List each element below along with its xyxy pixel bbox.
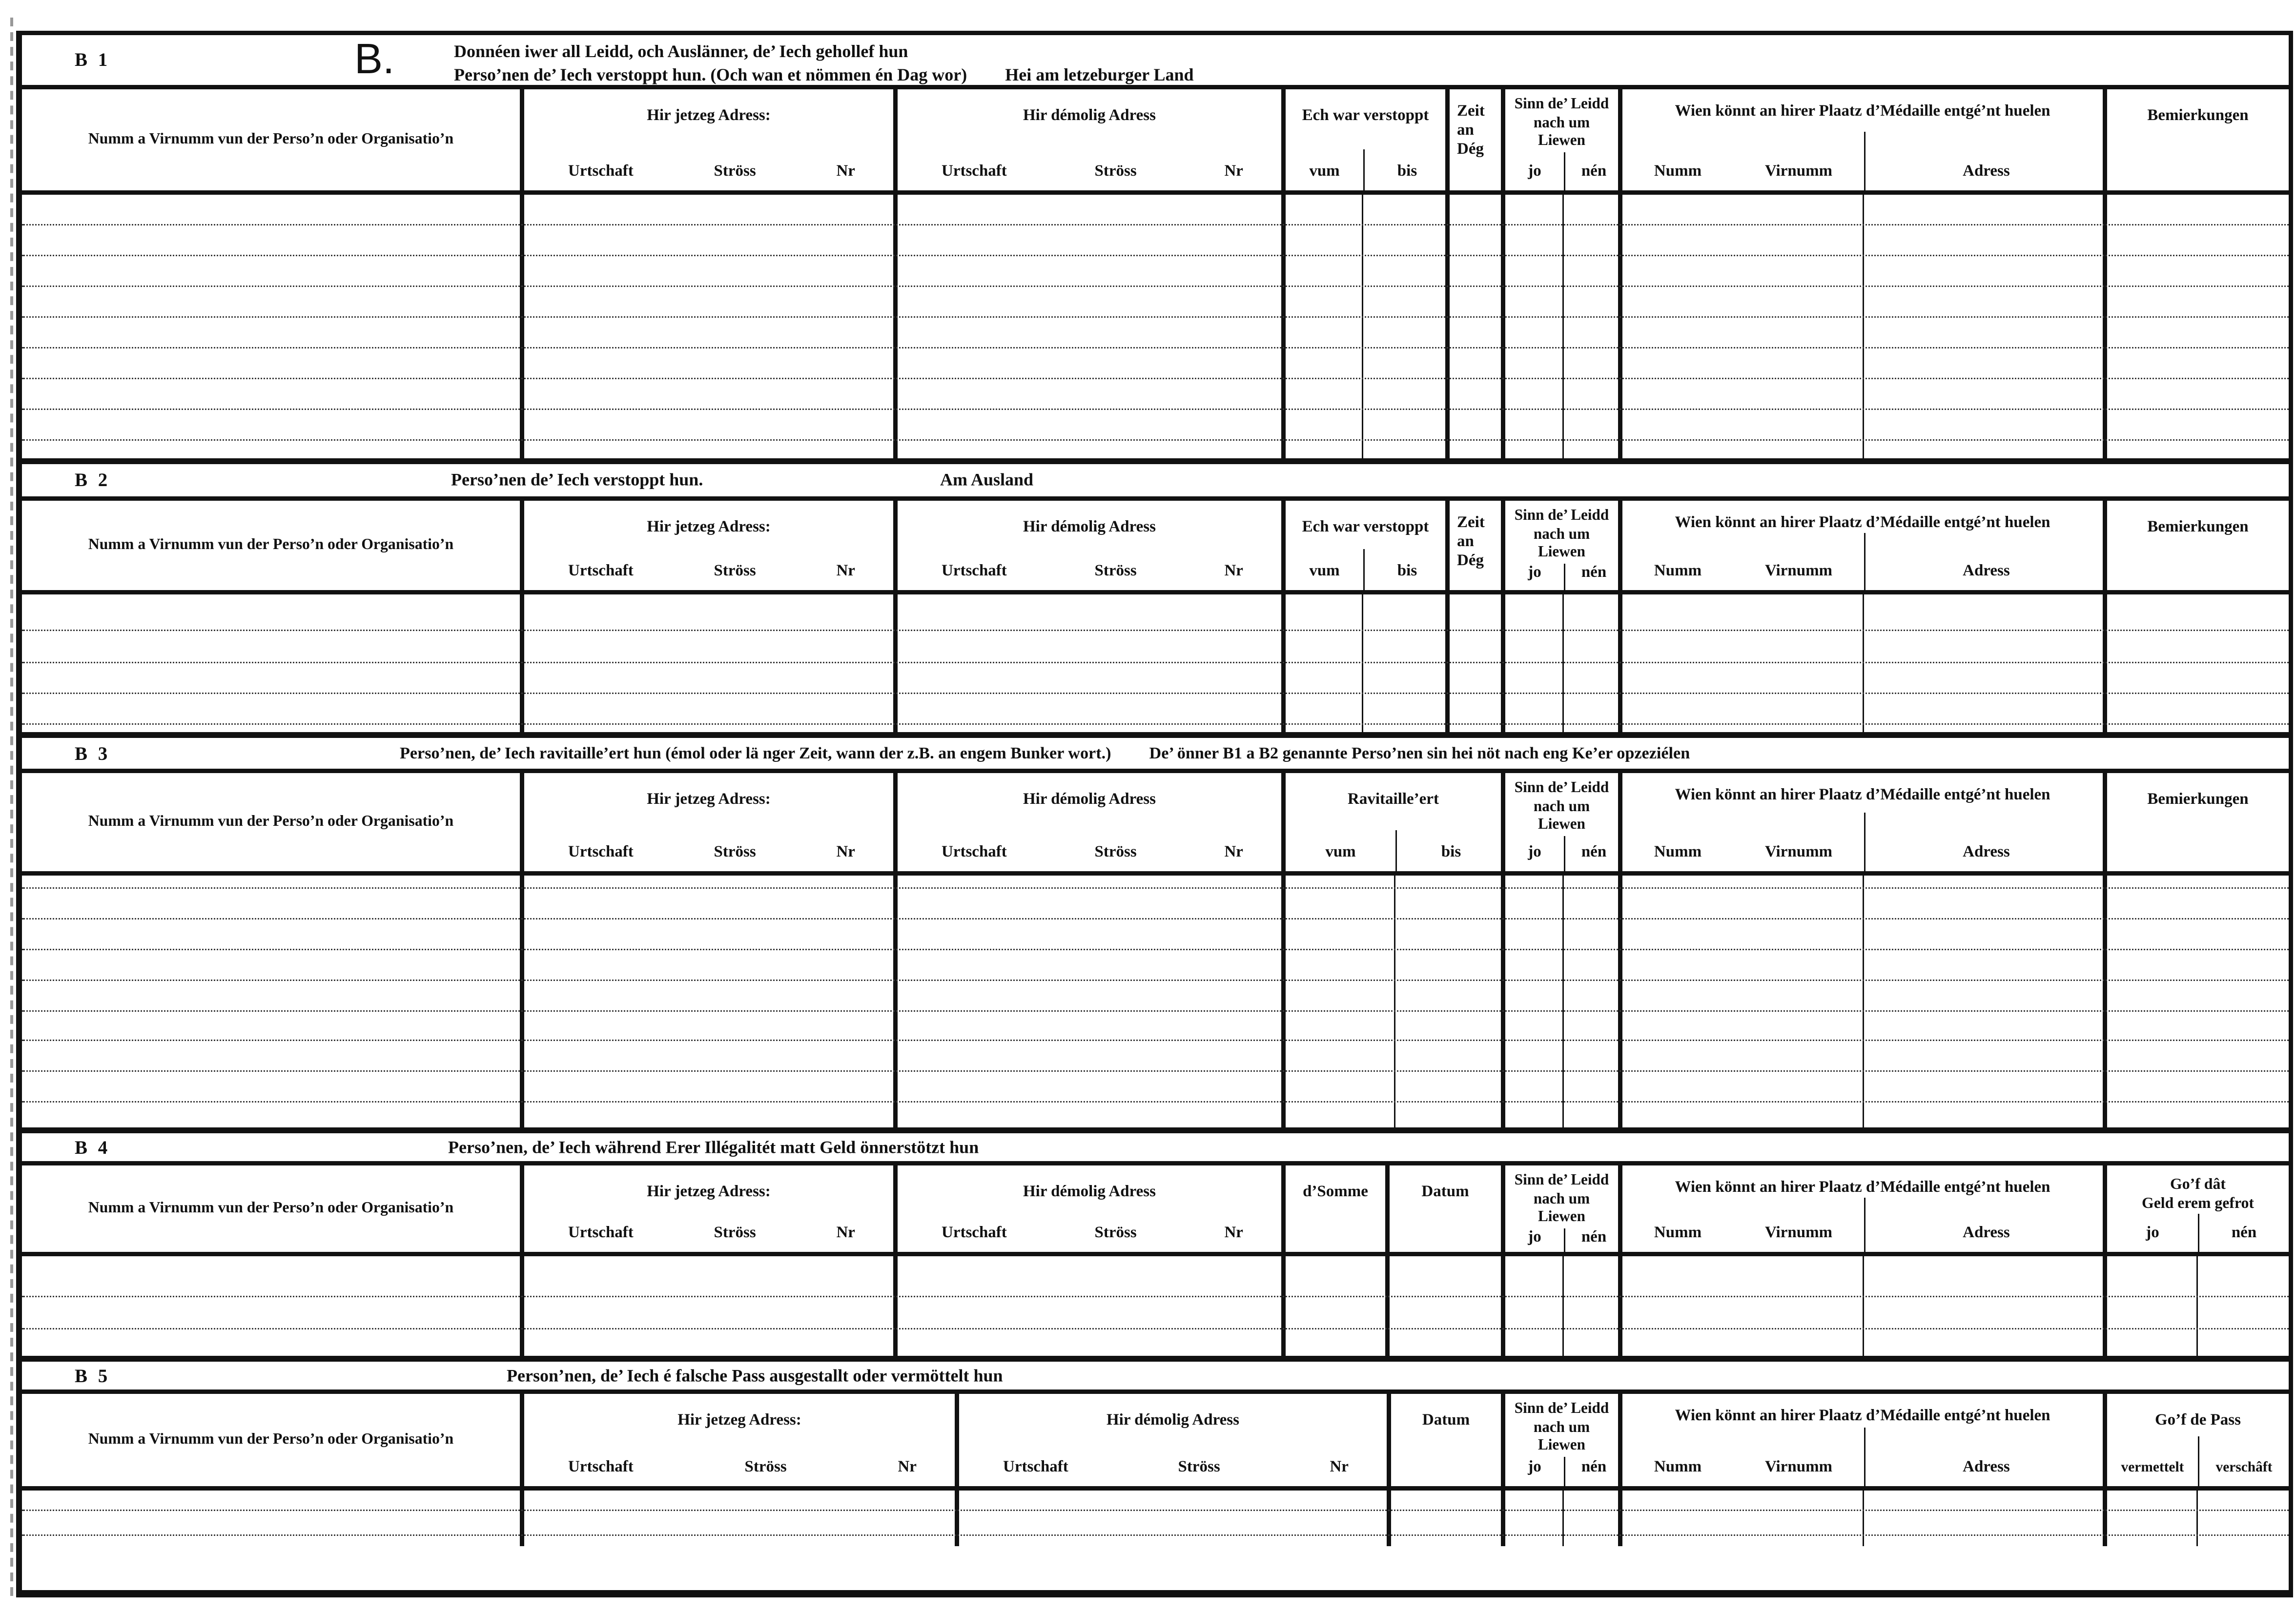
supplied-period-subcolumns	[1286, 830, 1501, 871]
col-name-org-label: Numm a Virnumm vun der Perso’n oder Organisatio’n	[88, 132, 454, 148]
urtschaft-label: Urtschaft	[568, 843, 634, 861]
col-datum	[1391, 1394, 1505, 1486]
body-cell	[1564, 195, 1622, 458]
jo-label: jo	[1528, 163, 1541, 180]
medal-subcolumns	[1622, 813, 2103, 871]
body-cell	[1564, 1491, 1622, 1546]
col-former-address	[898, 773, 1286, 871]
nen-label: nén	[1564, 1456, 1622, 1487]
body-cell	[1622, 876, 1864, 1127]
still-alive-label: Sinn de’ Leidd nach um Liewen	[1514, 1173, 1609, 1226]
col-name-org-label: Numm a Virnumm vun der Perso’n oder Organisatio’n	[88, 537, 454, 553]
numm-label: Numm	[1654, 163, 1702, 180]
jo-label: jo	[1528, 843, 1541, 861]
vum-label: vum	[1309, 562, 1340, 580]
still-alive-subcolumns	[1505, 152, 1618, 191]
col-money-reclaimed	[2107, 1165, 2289, 1252]
former-address-label: Hir démolig Adress	[1023, 791, 1156, 808]
stross-label: Ströss	[714, 1224, 756, 1242]
virnumm-label: Virnumm	[1764, 562, 1833, 580]
section-b5-body	[22, 1491, 2289, 1546]
pass-provided-subcolumns	[2107, 1436, 2289, 1486]
col-remarks	[2107, 89, 2289, 190]
current-address-label: Hir jetzeg Adress:	[647, 791, 771, 808]
urtschaft-label: Urtschaft	[568, 1458, 634, 1476]
address-subcolumns	[524, 562, 893, 590]
col-name-org-label: Numm a Virnumm vun der Perso’n oder Organisatio’n	[88, 1201, 454, 1217]
nr-label: Nr	[1224, 163, 1243, 180]
section-b1-title-line2	[454, 63, 1194, 86]
row-rule	[22, 347, 2289, 348]
body-cell	[524, 1256, 898, 1356]
section-b4-id: B 4	[75, 1135, 111, 1158]
col-datum	[1390, 1165, 1505, 1252]
body-cell	[1564, 1256, 1622, 1356]
row-rule	[22, 409, 2289, 410]
stross-label: Ströss	[744, 1458, 787, 1476]
urtschaft-label: Urtschaft	[942, 163, 1007, 180]
body-cell	[1363, 195, 1450, 458]
col-pass-provided	[2107, 1394, 2289, 1486]
body-cell	[1390, 1256, 1505, 1356]
body-cell	[2198, 1491, 2289, 1546]
still-alive-subcolumns	[1505, 1456, 1618, 1487]
row-rule	[22, 1534, 2289, 1536]
hidden-period-label: Ech war verstoppt	[1302, 107, 1429, 124]
still-alive-subcolumns	[1505, 563, 1618, 591]
col-medal-recipient	[1622, 1394, 2107, 1486]
row-rule	[22, 723, 2289, 725]
virnumm-label: Virnumm	[1764, 1224, 1833, 1242]
body-cell	[1286, 876, 1395, 1127]
numm-label: Numm	[1654, 1224, 1702, 1242]
stross-label: Ströss	[1094, 562, 1137, 580]
row-rule	[22, 949, 2289, 950]
stross-label: Ströss	[1094, 1224, 1137, 1242]
current-address-label: Hir jetzeg Adress:	[647, 1183, 771, 1201]
zeit-label-line1: Zeit	[1457, 514, 1485, 531]
address-subcolumns	[898, 1224, 1281, 1252]
adress-label: Adress	[1864, 1428, 2107, 1486]
col-name-org-label: Numm a Virnumm vun der Perso’n oder Organisatio’n	[88, 1432, 454, 1448]
nr-label: Nr	[1224, 843, 1243, 861]
medal-recipient-label: Wien könnt an hirer Plaatz d’Médaille entgé’nt huelen	[1675, 786, 2050, 804]
row-rule	[22, 224, 2289, 225]
body-cell	[1395, 876, 1505, 1127]
body-cell	[22, 594, 524, 732]
former-address-label: Hir démolig Adress	[1023, 107, 1156, 124]
page-fold-line	[10, 18, 13, 1596]
datum-label: Datum	[1421, 1183, 1469, 1201]
row-rule	[22, 887, 2289, 889]
col-supplied-period	[1286, 773, 1505, 871]
urtschaft-label: Urtschaft	[568, 163, 634, 180]
body-cell	[1505, 195, 1564, 458]
body-cell	[1286, 1256, 1390, 1356]
nr-label: Nr	[836, 163, 855, 180]
col-current-address	[524, 773, 898, 871]
urtschaft-label: Urtschaft	[942, 1224, 1007, 1242]
money-reclaimed-line1: Go’f dât	[2170, 1177, 2226, 1193]
body-cell	[1864, 1256, 2107, 1356]
body-cell	[1622, 594, 1864, 732]
medal-name-subcolumns	[1622, 813, 1864, 871]
col-still-alive	[1505, 1394, 1622, 1486]
nr-label: Nr	[836, 1224, 855, 1242]
body-cell	[1564, 594, 1622, 732]
body-cell	[1622, 1256, 1864, 1356]
col-name-org	[22, 1394, 524, 1486]
medal-name-subcolumns	[1622, 1428, 1864, 1486]
datum-label: Datum	[1422, 1411, 1470, 1429]
col-still-alive	[1505, 89, 1622, 190]
medal-subcolumns	[1622, 533, 2103, 590]
nen-label: nén	[1564, 1228, 1622, 1252]
remarks-label: Bemierkungen	[2147, 791, 2249, 808]
hidden-period-subcolumns	[1286, 549, 1445, 590]
section-b3-title-part2: De’ önner B1 a B2 genannte Perso’nen sin hei nöt nach eng Ke’er opzeziélen	[1149, 744, 1690, 762]
body-cell	[2107, 594, 2289, 732]
vum-label: vum	[1325, 843, 1356, 861]
address-subcolumns	[898, 562, 1281, 590]
col-name-org	[22, 773, 524, 871]
money-reclaimed-subcolumns	[2107, 1214, 2289, 1252]
row-rule	[22, 255, 2289, 256]
col-somme	[1286, 1165, 1390, 1252]
verschaeft-label: verschâft	[2198, 1436, 2289, 1486]
row-rule	[22, 316, 2289, 318]
body-cell	[22, 1491, 524, 1546]
supplied-period-label: Ravitaille’ert	[1348, 791, 1439, 808]
medal-subcolumns	[1622, 132, 2103, 190]
numm-label: Numm	[1654, 843, 1702, 861]
col-still-alive	[1505, 501, 1622, 590]
nr-label: Nr	[1224, 562, 1243, 580]
section-b2-id: B 2	[75, 469, 111, 490]
col-zeit-an-deg	[1450, 501, 1505, 590]
section-b2-column-header	[22, 501, 2289, 594]
address-subcolumns	[524, 843, 893, 871]
zeit-label-line2: an	[1457, 533, 1474, 551]
zeit-label-line3: Dég	[1457, 552, 1484, 570]
zeit-label-line2: an	[1457, 122, 1474, 139]
col-former-address	[959, 1394, 1391, 1486]
section-b3-body	[22, 876, 2289, 1127]
hidden-period-subcolumns	[1286, 149, 1445, 190]
medal-subcolumns	[1622, 1428, 2103, 1486]
row-rule	[22, 1101, 2289, 1103]
section-b3-id: B 3	[75, 741, 111, 764]
row-rule	[22, 439, 2289, 441]
col-remarks	[2107, 773, 2289, 871]
body-cell	[22, 195, 524, 458]
medal-name-subcolumns	[1622, 1198, 1864, 1252]
jo-label: jo	[2146, 1224, 2159, 1242]
section-b2-title: Perso’nen de’ Iech verstoppt hun.	[451, 469, 703, 490]
col-name-org	[22, 501, 524, 590]
col-former-address	[898, 501, 1286, 590]
section-b1	[22, 35, 2289, 458]
section-b1-title-line1: Donnéen iwer all Leidd, och Auslänner, de’ Iech gehollef hun	[454, 41, 908, 61]
row-rule	[22, 1070, 2289, 1072]
pass-provided-label: Go’f de Pass	[2154, 1411, 2241, 1429]
body-cell	[898, 195, 1286, 458]
zeit-label-line1: Zeit	[1457, 102, 1485, 120]
nen-label: nén	[1564, 152, 1622, 191]
stross-label: Ströss	[714, 163, 756, 180]
address-subcolumns	[524, 1224, 893, 1252]
row-rule	[22, 286, 2289, 287]
section-b5-title: Person’nen, de’ Iech é falsche Pass ausgestallt oder vermöttelt hun	[507, 1365, 1003, 1385]
body-cell	[22, 1256, 524, 1356]
adress-label: Adress	[1864, 1198, 2107, 1252]
section-b5-titlebar	[22, 1362, 2289, 1394]
adress-label: Adress	[1864, 813, 2107, 871]
nr-label: Nr	[836, 843, 855, 861]
stross-label: Ströss	[714, 562, 756, 580]
body-cell	[1622, 195, 1864, 458]
col-name-org	[22, 1165, 524, 1252]
still-alive-label: Sinn de’ Leidd nach um Liewen	[1514, 1401, 1609, 1454]
body-cell	[1864, 195, 2107, 458]
section-b3-column-header	[22, 773, 2289, 876]
bis-label: bis	[1363, 149, 1450, 190]
body-cell	[959, 1491, 1391, 1546]
stross-label: Ströss	[1094, 843, 1137, 861]
section-b1-titlebar	[22, 35, 2289, 89]
numm-label: Numm	[1654, 1458, 1702, 1476]
section-b5-column-header	[22, 1394, 2289, 1491]
body-cell	[2107, 1256, 2198, 1356]
body-cell	[524, 195, 898, 458]
still-alive-label: Sinn de’ Leidd nach um Liewen	[1514, 780, 1609, 833]
body-cell	[1622, 1491, 1864, 1546]
row-rule	[22, 918, 2289, 919]
adress-label: Adress	[1864, 533, 2107, 590]
col-name-org	[22, 89, 524, 190]
jo-label: jo	[1528, 1227, 1541, 1246]
col-remarks	[2107, 501, 2289, 590]
body-cell	[1391, 1491, 1505, 1546]
body-cell	[1864, 876, 2107, 1127]
section-b1-column-header	[22, 89, 2289, 195]
row-rule	[22, 980, 2289, 981]
urtschaft-label: Urtschaft	[942, 843, 1007, 861]
body-cell	[1505, 1491, 1564, 1546]
jo-label: jo	[1528, 1458, 1541, 1476]
body-cell	[1363, 594, 1450, 732]
medal-name-subcolumns	[1622, 533, 1864, 590]
row-rule	[22, 1040, 2289, 1041]
nen-label: nén	[1564, 563, 1622, 591]
zeit-label-line3: Dég	[1457, 141, 1484, 158]
row-rule	[22, 1510, 2289, 1511]
row-rule	[22, 662, 2289, 663]
address-subcolumns	[898, 843, 1281, 871]
body-cell	[1564, 876, 1622, 1127]
former-address-label: Hir démolig Adress	[1107, 1411, 1239, 1429]
medal-subcolumns	[1622, 1198, 2103, 1252]
adress-label: Adress	[1864, 132, 2107, 190]
address-subcolumns	[524, 1458, 955, 1486]
section-b1-title	[454, 40, 1194, 86]
col-former-address	[898, 1165, 1286, 1252]
col-zeit-an-deg	[1450, 89, 1505, 190]
section-b2-body	[22, 594, 2289, 732]
col-still-alive	[1505, 1165, 1622, 1252]
body-cell	[1505, 876, 1564, 1127]
address-subcolumns	[959, 1458, 1387, 1486]
stross-label: Ströss	[1178, 1458, 1220, 1476]
body-cell	[2198, 1256, 2289, 1356]
col-medal-recipient	[1622, 773, 2107, 871]
former-address-label: Hir démolig Adress	[1023, 518, 1156, 536]
remarks-label: Bemierkungen	[2147, 107, 2249, 124]
urtschaft-label: Urtschaft	[568, 1224, 634, 1242]
money-reclaimed-label	[2107, 1165, 2289, 1214]
body-cell	[898, 876, 1286, 1127]
col-current-address	[524, 1165, 898, 1252]
current-address-label: Hir jetzeg Adress:	[647, 107, 771, 124]
body-cell	[2107, 195, 2289, 458]
nen-label: nén	[2198, 1214, 2289, 1252]
body-cell	[898, 1256, 1286, 1356]
bis-label: bis	[1395, 830, 1505, 871]
still-alive-subcolumns	[1505, 836, 1618, 872]
current-address-label: Hir jetzeg Adress:	[647, 518, 771, 536]
section-b4-column-header	[22, 1165, 2289, 1256]
section-b4	[22, 1127, 2289, 1356]
section-b3	[22, 732, 2289, 1127]
body-cell	[1505, 1256, 1564, 1356]
virnumm-label: Virnumm	[1764, 843, 1833, 861]
body-cell	[1450, 195, 1505, 458]
vermettelt-label: vermettelt	[2121, 1460, 2184, 1476]
body-cell	[524, 594, 898, 732]
address-subcolumns	[898, 163, 1281, 190]
section-b2	[22, 458, 2289, 732]
section-b2-subtitle: Am Ausland	[940, 469, 1034, 490]
former-address-label: Hir démolig Adress	[1023, 1183, 1156, 1201]
body-cell	[1505, 594, 1564, 732]
medal-recipient-label: Wien könnt an hirer Plaatz d’Médaille entgé’nt huelen	[1675, 514, 2050, 531]
medal-name-subcolumns	[1622, 132, 1864, 190]
nr-label: Nr	[836, 562, 855, 580]
row-rule	[22, 1328, 2289, 1329]
col-current-address	[524, 501, 898, 590]
jo-label: jo	[1528, 563, 1541, 581]
urtschaft-label: Urtschaft	[942, 562, 1007, 580]
row-rule	[22, 378, 2289, 379]
current-address-label: Hir jetzeg Adress:	[677, 1411, 801, 1429]
virnumm-label: Virnumm	[1764, 163, 1833, 180]
body-cell	[1450, 594, 1505, 732]
still-alive-label: Sinn de’ Leidd nach um Liewen	[1514, 97, 1609, 149]
somme-label: d’Somme	[1303, 1183, 1368, 1201]
section-b4-titlebar	[22, 1133, 2289, 1165]
row-rule	[22, 1010, 2289, 1012]
address-subcolumns	[524, 163, 893, 190]
col-former-address	[898, 89, 1286, 190]
nr-label: Nr	[898, 1458, 917, 1476]
section-b3-title-part1: Perso’nen, de’ Iech ravitaille’ert hun (émol oder lä nger Zeit, wann der z.B. an engem Bunker wort.)	[400, 744, 1111, 762]
remarks-label: Bemierkungen	[2147, 518, 2249, 536]
urtschaft-label: Urtschaft	[568, 562, 634, 580]
section-b4-title: Perso’nen, de’ Iech während Erer Illégalitét matt Geld önnerstötzt hun	[448, 1136, 979, 1157]
section-b5-id: B 5	[75, 1364, 111, 1386]
hidden-period-label: Ech war verstoppt	[1302, 518, 1429, 536]
numm-label: Numm	[1654, 562, 1702, 580]
row-rule	[22, 693, 2289, 694]
col-medal-recipient	[1622, 1165, 2107, 1252]
section-b3-title	[400, 745, 1690, 762]
money-reclaimed-line2: Geld erem gefrot	[2141, 1196, 2255, 1212]
stross-label: Ströss	[714, 843, 756, 861]
body-cell	[524, 1491, 959, 1546]
body-cell	[2107, 1491, 2198, 1546]
body-cell	[1864, 1491, 2107, 1546]
row-rule	[22, 630, 2289, 631]
body-cell	[22, 876, 524, 1127]
row-rule	[22, 1296, 2289, 1297]
urtschaft-label: Urtschaft	[1003, 1458, 1068, 1476]
nr-label: Nr	[1330, 1458, 1349, 1476]
col-hidden-period	[1286, 89, 1450, 190]
section-b1-id: B 1	[75, 48, 111, 70]
col-current-address	[524, 1394, 959, 1486]
col-current-address	[524, 89, 898, 190]
section-b1-letter: B.	[354, 37, 395, 83]
body-cell	[2107, 876, 2289, 1127]
section-b1-title-location: Hei am letzeburger Land	[1005, 64, 1194, 85]
col-medal-recipient	[1622, 89, 2107, 190]
col-still-alive	[1505, 773, 1622, 871]
section-b2-titlebar	[22, 464, 2289, 501]
body-cell	[1864, 594, 2107, 732]
nr-label: Nr	[1224, 1224, 1243, 1242]
virnumm-label: Virnumm	[1764, 1458, 1833, 1476]
body-cell	[898, 594, 1286, 732]
section-b1-body	[22, 195, 2289, 458]
medal-recipient-label: Wien könnt an hirer Plaatz d’Médaille entgé’nt huelen	[1675, 1179, 2050, 1196]
nen-label: nén	[1564, 836, 1622, 872]
bis-label: bis	[1363, 549, 1450, 590]
body-cell	[1286, 594, 1363, 732]
medal-recipient-label: Wien könnt an hirer Plaatz d’Médaille entgé’nt huelen	[1675, 102, 2050, 120]
section-b1-title-line2-text: Perso’nen de’ Iech verstoppt hun. (Och wan et nömmen én Dag wor)	[454, 64, 967, 85]
body-cell	[524, 876, 898, 1127]
body-cell	[1286, 195, 1363, 458]
section-b3-titlebar	[22, 738, 2289, 773]
stross-label: Ströss	[1094, 163, 1137, 180]
col-medal-recipient	[1622, 501, 2107, 590]
section-b4-body	[22, 1256, 2289, 1356]
col-name-org-label: Numm a Virnumm vun der Perso’n oder Organisatio’n	[88, 814, 454, 830]
vum-label: vum	[1309, 163, 1340, 180]
form-table	[16, 31, 2293, 1597]
still-alive-subcolumns	[1505, 1228, 1618, 1252]
still-alive-label: Sinn de’ Leidd nach um Liewen	[1514, 508, 1609, 561]
col-hidden-period	[1286, 501, 1450, 590]
medal-recipient-label: Wien könnt an hirer Plaatz d’Médaille entgé’nt huelen	[1675, 1407, 2050, 1425]
section-b5	[22, 1356, 2289, 1546]
